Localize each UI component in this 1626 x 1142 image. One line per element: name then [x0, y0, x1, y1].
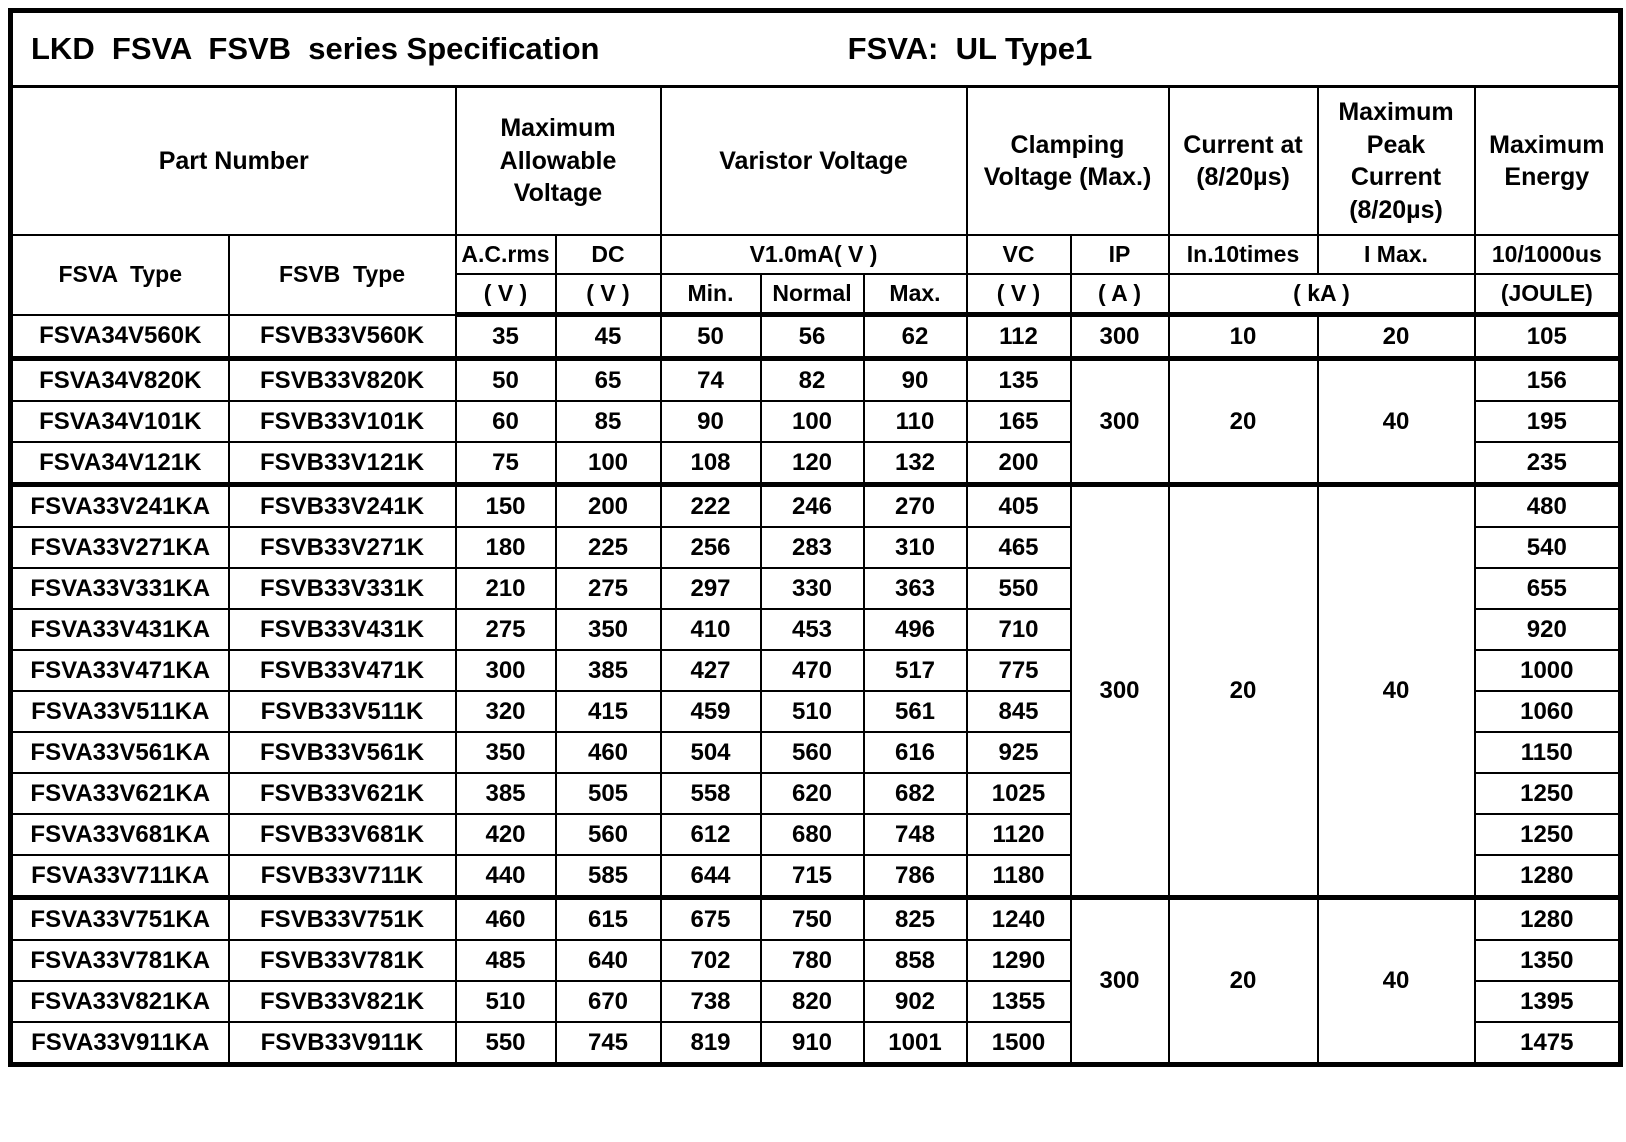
- varistor-normal-cell: 100: [761, 401, 864, 442]
- header-clamping-voltage: Clamping Voltage (Max.): [967, 87, 1169, 236]
- dc-value-cell: 350: [556, 609, 661, 650]
- varistor-normal-cell: 680: [761, 814, 864, 855]
- page-title: LKD FSVA FSVB series Specification: [31, 31, 600, 66]
- ac-rms-value-cell: 350: [456, 732, 556, 773]
- spec-table: [8, 8, 1623, 1067]
- energy-cell: 235: [1475, 442, 1621, 485]
- title-wrap: [13, 13, 1618, 85]
- fsva-type-cell: FSVA33V821KA: [11, 981, 229, 1022]
- dc-value-cell: 415: [556, 691, 661, 732]
- fsva-type-cell: FSVA33V431KA: [11, 609, 229, 650]
- varistor-max-cell: 1001: [864, 1022, 967, 1065]
- unit-vc-v: ( V ): [967, 274, 1071, 315]
- fsva-type-cell: FSVA33V681KA: [11, 814, 229, 855]
- clamping-vc-cell: 135: [967, 359, 1071, 402]
- spec-sheet: [8, 8, 1618, 1067]
- fsva-type-cell: FSVA33V511KA: [11, 691, 229, 732]
- energy-cell: 1060: [1475, 691, 1621, 732]
- in-10times-cell: 20: [1169, 485, 1318, 898]
- fsva-type-cell: FSVA33V271KA: [11, 527, 229, 568]
- in-10times-cell: 10: [1169, 315, 1318, 359]
- varistor-min-cell: 297: [661, 568, 761, 609]
- energy-cell: 1000: [1475, 650, 1621, 691]
- clamping-vc-cell: 845: [967, 691, 1071, 732]
- header-part-number: Part Number: [11, 87, 456, 236]
- varistor-min-cell: 504: [661, 732, 761, 773]
- dc-value-cell: 505: [556, 773, 661, 814]
- varistor-max-cell: 310: [864, 527, 967, 568]
- varistor-max-cell: 561: [864, 691, 967, 732]
- ac-rms-value-cell: 485: [456, 940, 556, 981]
- energy-cell: 920: [1475, 609, 1621, 650]
- header-energy-cond: 10/1000us: [1475, 235, 1621, 274]
- energy-cell: 105: [1475, 315, 1621, 359]
- dc-value-cell: 640: [556, 940, 661, 981]
- ip-cell: 300: [1071, 315, 1169, 359]
- header-sub-row: [11, 235, 1621, 274]
- ac-rms-value-cell: 35: [456, 315, 556, 359]
- ac-rms-value-cell: 180: [456, 527, 556, 568]
- energy-cell: 1395: [1475, 981, 1621, 1022]
- clamping-vc-cell: 1500: [967, 1022, 1071, 1065]
- ac-rms-value-cell: 300: [456, 650, 556, 691]
- varistor-max-cell: 825: [864, 898, 967, 941]
- varistor-normal-cell: 82: [761, 359, 864, 402]
- varistor-min-cell: 675: [661, 898, 761, 941]
- varistor-max-cell: 363: [864, 568, 967, 609]
- varistor-max-cell: 270: [864, 485, 967, 528]
- varistor-min-cell: 612: [661, 814, 761, 855]
- fsvb-type-cell: FSVB33V911K: [229, 1022, 456, 1065]
- dc-value-cell: 225: [556, 527, 661, 568]
- dc-value-cell: 560: [556, 814, 661, 855]
- header-i-max: I Max.: [1318, 235, 1475, 274]
- varistor-min-cell: 90: [661, 401, 761, 442]
- header-min: Min.: [661, 274, 761, 315]
- header-varistor-voltage: Varistor Voltage: [661, 87, 967, 236]
- ac-rms-value-cell: 440: [456, 855, 556, 898]
- ac-rms-value-cell: 50: [456, 359, 556, 402]
- fsva-type-cell: FSVA33V911KA: [11, 1022, 229, 1065]
- spec-table-body: [11, 315, 1621, 1065]
- varistor-max-cell: 62: [864, 315, 967, 359]
- fsvb-type-cell: FSVB33V711K: [229, 855, 456, 898]
- header-max-allowable-voltage: Maximum Allowable Voltage: [456, 87, 661, 236]
- clamping-vc-cell: 165: [967, 401, 1071, 442]
- header-v1ma: V1.0mA( V ): [661, 235, 967, 274]
- varistor-max-cell: 132: [864, 442, 967, 485]
- header-max-peak-current: Maximum Peak Current (8/20µs): [1318, 87, 1475, 236]
- energy-cell: 480: [1475, 485, 1621, 528]
- spec-row: [11, 359, 1621, 402]
- fsva-type-cell: FSVA34V820K: [11, 359, 229, 402]
- in-10times-cell: 20: [1169, 359, 1318, 485]
- energy-cell: 540: [1475, 527, 1621, 568]
- header-dc: DC: [556, 235, 661, 274]
- varistor-min-cell: 702: [661, 940, 761, 981]
- dc-value-cell: 100: [556, 442, 661, 485]
- energy-cell: 655: [1475, 568, 1621, 609]
- clamping-vc-cell: 112: [967, 315, 1071, 359]
- varistor-min-cell: 50: [661, 315, 761, 359]
- energy-cell: 1350: [1475, 940, 1621, 981]
- fsvb-type-cell: FSVB33V560K: [229, 315, 456, 359]
- dc-value-cell: 615: [556, 898, 661, 941]
- fsva-type-cell: FSVA33V331KA: [11, 568, 229, 609]
- fsvb-type-cell: FSVB33V331K: [229, 568, 456, 609]
- energy-cell: 156: [1475, 359, 1621, 402]
- varistor-min-cell: 558: [661, 773, 761, 814]
- ac-rms-value-cell: 60: [456, 401, 556, 442]
- ac-rms-value-cell: 150: [456, 485, 556, 528]
- header-fsvb-type: FSVB Type: [229, 235, 456, 315]
- fsva-type-cell: FSVA33V621KA: [11, 773, 229, 814]
- fsva-type-cell: FSVA33V751KA: [11, 898, 229, 941]
- dc-value-cell: 745: [556, 1022, 661, 1065]
- varistor-min-cell: 459: [661, 691, 761, 732]
- title-cell: [11, 11, 1621, 87]
- varistor-normal-cell: 246: [761, 485, 864, 528]
- energy-cell: 1280: [1475, 855, 1621, 898]
- fsvb-type-cell: FSVB33V101K: [229, 401, 456, 442]
- varistor-normal-cell: 470: [761, 650, 864, 691]
- fsvb-type-cell: FSVB33V751K: [229, 898, 456, 941]
- dc-value-cell: 200: [556, 485, 661, 528]
- clamping-vc-cell: 550: [967, 568, 1071, 609]
- i-max-cell: 40: [1318, 898, 1475, 1065]
- dc-value-cell: 585: [556, 855, 661, 898]
- varistor-max-cell: 616: [864, 732, 967, 773]
- dc-value-cell: 670: [556, 981, 661, 1022]
- fsvb-type-cell: FSVB33V820K: [229, 359, 456, 402]
- varistor-min-cell: 644: [661, 855, 761, 898]
- unit-dc-v: ( V ): [556, 274, 661, 315]
- clamping-vc-cell: 710: [967, 609, 1071, 650]
- fsvb-type-cell: FSVB33V121K: [229, 442, 456, 485]
- unit-ip-a: ( A ): [1071, 274, 1169, 315]
- varistor-min-cell: 738: [661, 981, 761, 1022]
- header-max-energy: Maximum Energy: [1475, 87, 1621, 236]
- spec-row: [11, 485, 1621, 528]
- fsva-type-cell: FSVA34V101K: [11, 401, 229, 442]
- varistor-normal-cell: 283: [761, 527, 864, 568]
- title-type-label: FSVA: UL Type1: [847, 31, 1093, 66]
- i-max-cell: 40: [1318, 359, 1475, 485]
- fsva-type-cell: FSVA33V711KA: [11, 855, 229, 898]
- energy-cell: 1150: [1475, 732, 1621, 773]
- varistor-normal-cell: 910: [761, 1022, 864, 1065]
- fsva-type-cell: FSVA33V471KA: [11, 650, 229, 691]
- clamping-vc-cell: 1290: [967, 940, 1071, 981]
- clamping-vc-cell: 1025: [967, 773, 1071, 814]
- fsvb-type-cell: FSVB33V681K: [229, 814, 456, 855]
- spec-row: [11, 315, 1621, 359]
- clamping-vc-cell: 1240: [967, 898, 1071, 941]
- clamping-vc-cell: 1120: [967, 814, 1071, 855]
- varistor-min-cell: 819: [661, 1022, 761, 1065]
- header-group-row: [11, 87, 1621, 236]
- energy-cell: 1250: [1475, 773, 1621, 814]
- dc-value-cell: 385: [556, 650, 661, 691]
- in-10times-cell: 20: [1169, 898, 1318, 1065]
- clamping-vc-cell: 465: [967, 527, 1071, 568]
- header-ac-rms: A.C.rms: [456, 235, 556, 274]
- header-normal: Normal: [761, 274, 864, 315]
- varistor-max-cell: 748: [864, 814, 967, 855]
- fsva-type-cell: FSVA33V561KA: [11, 732, 229, 773]
- varistor-min-cell: 222: [661, 485, 761, 528]
- varistor-min-cell: 108: [661, 442, 761, 485]
- clamping-vc-cell: 1180: [967, 855, 1071, 898]
- dc-value-cell: 45: [556, 315, 661, 359]
- ac-rms-value-cell: 420: [456, 814, 556, 855]
- unit-joule: (JOULE): [1475, 274, 1621, 315]
- header-ip: IP: [1071, 235, 1169, 274]
- clamping-vc-cell: 1355: [967, 981, 1071, 1022]
- varistor-normal-cell: 780: [761, 940, 864, 981]
- fsvb-type-cell: FSVB33V271K: [229, 527, 456, 568]
- header-fsva-type: FSVA Type: [11, 235, 229, 315]
- dc-value-cell: 275: [556, 568, 661, 609]
- varistor-normal-cell: 715: [761, 855, 864, 898]
- fsva-type-cell: FSVA33V781KA: [11, 940, 229, 981]
- energy-cell: 1280: [1475, 898, 1621, 941]
- header-in-10times: In.10times: [1169, 235, 1318, 274]
- varistor-normal-cell: 820: [761, 981, 864, 1022]
- header-max: Max.: [864, 274, 967, 315]
- ac-rms-value-cell: 460: [456, 898, 556, 941]
- header-vc: VC: [967, 235, 1071, 274]
- varistor-normal-cell: 750: [761, 898, 864, 941]
- ac-rms-value-cell: 510: [456, 981, 556, 1022]
- varistor-normal-cell: 510: [761, 691, 864, 732]
- header-current-at: Current at (8/20µs): [1169, 87, 1318, 236]
- fsvb-type-cell: FSVB33V241K: [229, 485, 456, 528]
- unit-ka: ( kA ): [1169, 274, 1475, 315]
- ac-rms-value-cell: 210: [456, 568, 556, 609]
- fsva-type-cell: FSVA33V241KA: [11, 485, 229, 528]
- fsva-type-cell: FSVA34V560K: [11, 315, 229, 359]
- varistor-min-cell: 427: [661, 650, 761, 691]
- varistor-normal-cell: 120: [761, 442, 864, 485]
- i-max-cell: 40: [1318, 485, 1475, 898]
- fsvb-type-cell: FSVB33V471K: [229, 650, 456, 691]
- fsvb-type-cell: FSVB33V511K: [229, 691, 456, 732]
- fsvb-type-cell: FSVB33V561K: [229, 732, 456, 773]
- varistor-max-cell: 786: [864, 855, 967, 898]
- ip-cell: 300: [1071, 359, 1169, 485]
- varistor-min-cell: 256: [661, 527, 761, 568]
- clamping-vc-cell: 925: [967, 732, 1071, 773]
- title-row: [11, 11, 1621, 87]
- varistor-normal-cell: 560: [761, 732, 864, 773]
- dc-value-cell: 85: [556, 401, 661, 442]
- fsvb-type-cell: FSVB33V431K: [229, 609, 456, 650]
- clamping-vc-cell: 775: [967, 650, 1071, 691]
- ac-rms-value-cell: 385: [456, 773, 556, 814]
- energy-cell: 1250: [1475, 814, 1621, 855]
- energy-cell: 195: [1475, 401, 1621, 442]
- fsvb-type-cell: FSVB33V781K: [229, 940, 456, 981]
- ac-rms-value-cell: 320: [456, 691, 556, 732]
- clamping-vc-cell: 405: [967, 485, 1071, 528]
- ip-cell: 300: [1071, 898, 1169, 1065]
- ip-cell: 300: [1071, 485, 1169, 898]
- varistor-max-cell: 496: [864, 609, 967, 650]
- fsva-type-cell: FSVA34V121K: [11, 442, 229, 485]
- varistor-min-cell: 74: [661, 359, 761, 402]
- varistor-max-cell: 110: [864, 401, 967, 442]
- varistor-max-cell: 902: [864, 981, 967, 1022]
- dc-value-cell: 65: [556, 359, 661, 402]
- ac-rms-value-cell: 550: [456, 1022, 556, 1065]
- varistor-normal-cell: 620: [761, 773, 864, 814]
- dc-value-cell: 460: [556, 732, 661, 773]
- fsvb-type-cell: FSVB33V821K: [229, 981, 456, 1022]
- i-max-cell: 20: [1318, 315, 1475, 359]
- varistor-max-cell: 517: [864, 650, 967, 691]
- varistor-max-cell: 858: [864, 940, 967, 981]
- ac-rms-value-cell: 275: [456, 609, 556, 650]
- varistor-max-cell: 90: [864, 359, 967, 402]
- energy-cell: 1475: [1475, 1022, 1621, 1065]
- varistor-normal-cell: 56: [761, 315, 864, 359]
- spec-row: [11, 898, 1621, 941]
- ac-rms-value-cell: 75: [456, 442, 556, 485]
- varistor-normal-cell: 330: [761, 568, 864, 609]
- varistor-max-cell: 682: [864, 773, 967, 814]
- varistor-min-cell: 410: [661, 609, 761, 650]
- unit-acrms-v: ( V ): [456, 274, 556, 315]
- clamping-vc-cell: 200: [967, 442, 1071, 485]
- fsvb-type-cell: FSVB33V621K: [229, 773, 456, 814]
- varistor-normal-cell: 453: [761, 609, 864, 650]
